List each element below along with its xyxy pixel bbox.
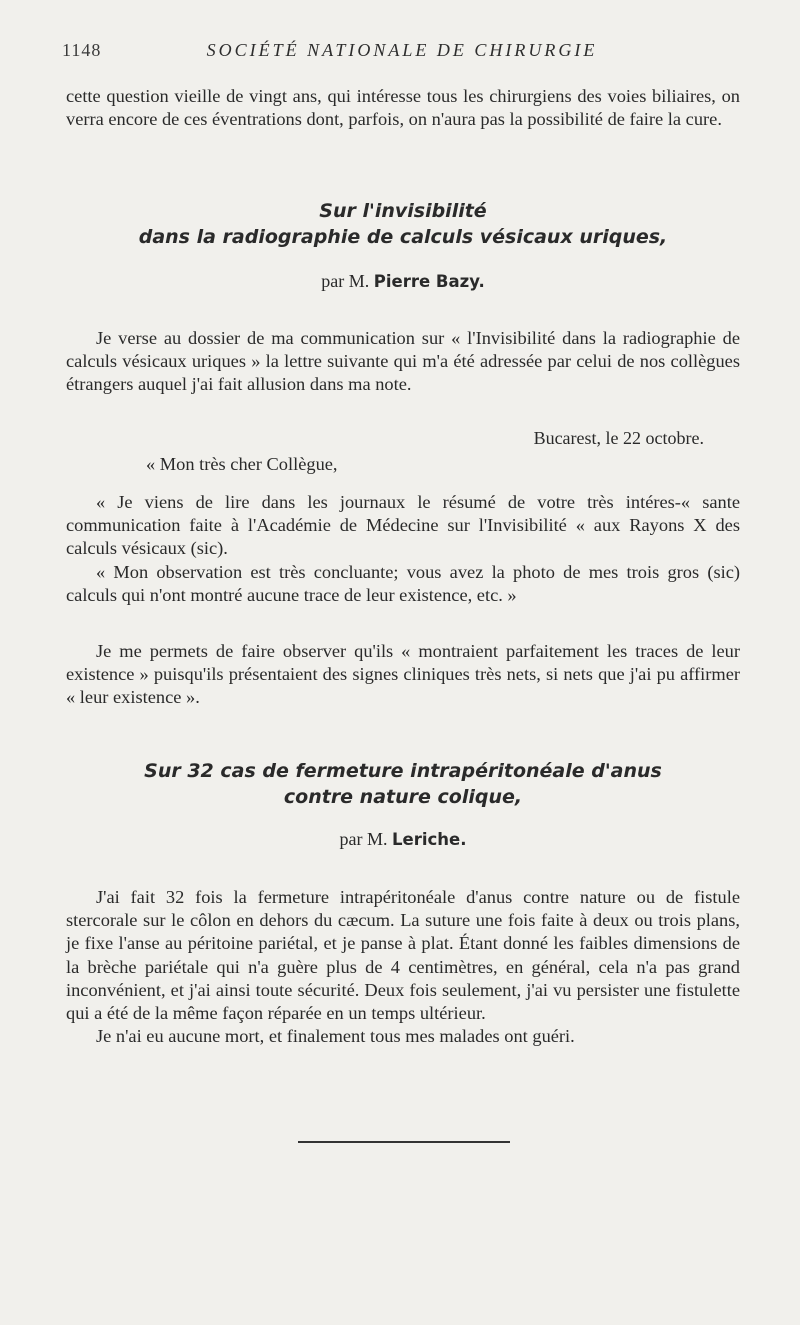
article1-title-line2: dans la radiographie de calculs vésicaux uriques, [138,226,668,248]
intro-text: cette question vieille de vingt ans, qui intéresse tous les chirurgiens des voies biliaires, on verra encore de ces éventrations dont, parfois, on n'aura pas la possibilité de faire la cure. [66,86,740,130]
article1-author: Pierre Bazy. [373,272,485,291]
article1-paragraph1-text: Je verse au dossier de ma communication sur « l'Invisibilité dans la radiographie de calculs vésicaux uriques » la lettre suivante qui m'a été adressée par celui de nos collègues étrangers auquel j'ai fait allusion dans ma note. [66,328,740,395]
article2-byline [66,829,740,850]
article2-title-line2: contre nature colique, [283,786,523,808]
article2-title [66,758,740,810]
article1-paragraph2-text: Je me permets de faire observer qu'ils « montraient parfaitement les traces de leur existence » puisqu'ils présentaient des signes cliniques très nets, si nets que j'ai pu affirmer « leur existence ». [66,641,740,708]
article2-byline-prefix: par M. [339,829,388,849]
article1-paragraph1 [66,327,740,397]
article2-author: Leriche. [392,830,467,849]
article1-byline-prefix: par M. [321,271,370,291]
article2-body [66,886,740,1048]
article1-paragraph2 [66,640,740,710]
letter-salutation: « Mon très cher Collègue, [146,454,338,474]
intro-paragraph [66,85,740,131]
article2-paragraph2: Je n'ai eu aucune mort, et finalement tous mes malades ont guéri. [96,1026,575,1047]
article2-paragraph1: J'ai fait 32 fois la fermeture intrapéritonéale d'anus contre nature ou de fistule stercorale sur le côlon en dehors du cæcum. La suture une fois faite à deux ou trois plans, je fixe l'anse au péritoine pariétal, et je panse à plat. Étant donné les faibles dimensions de la brèche pariétale qui n'a guère plus de 4 centimètres, en général, cela n'a pas grand inconvénient, et j'ai ainsi toute sécurité. Deux fois seulement, j'ai vu persister une fistulette qui a été de la même façon réparée en un temps ultérieur. [66,887,740,1024]
letter-paragraph2: « Mon observation est très concluante; vous avez la photo de mes trois gros (sic) calculs qui n'ont montré aucune trace de leur existence, etc. » [66,561,740,605]
running-title: SOCIÉTÉ NATIONALE DE CHIRURGIE [206,40,598,60]
end-rule [298,1141,510,1143]
page-header [62,40,742,64]
article1-title [66,198,740,250]
article1-title-line1: Sur l'invisibilité [319,200,487,222]
letter-paragraph1: « Je viens de lire dans les journaux le résumé de votre très intéres-« sante communication faite à l'Académie de Médecine sur l'Invisibilité « aux Rayons X des calculs vésicaux (sic). [66,492,740,559]
letter-date: Bucarest, le 22 octobre. [533,428,704,448]
page-number: 1148 [62,40,102,60]
article2-title-line1: Sur 32 cas de fermeture intrapéritonéale d'anus [144,760,662,782]
article1-byline [66,271,740,292]
letter-quote [66,491,740,607]
